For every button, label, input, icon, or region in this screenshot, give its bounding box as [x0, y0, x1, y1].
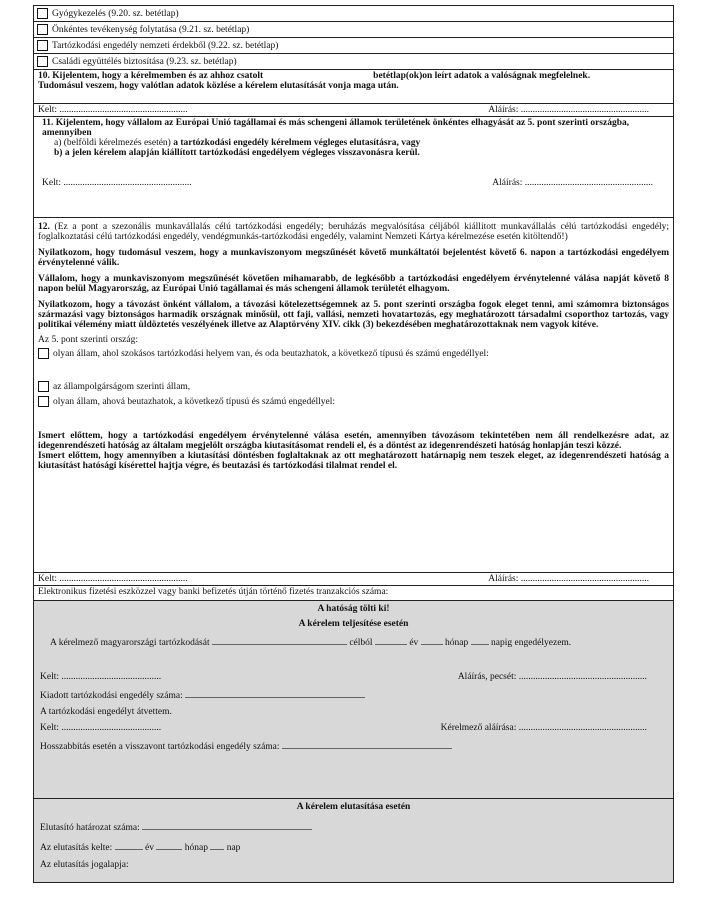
- section-10-signature: [33, 103, 674, 116]
- checkbox[interactable]: [38, 396, 49, 407]
- section-10: 10. Kijelentem, hogy a kérelmemben és az ahhoz csatolt betétlap(ok)on leírt adatok a valóságnak megfelelnek. Tudomásul veszem, hogy valótlan adatok közlése a kérelem elutasítását vonja maga után.: [33, 69, 674, 103]
- checkbox[interactable]: [37, 8, 48, 19]
- date-field[interactable]: Kelt: ......................................................: [38, 574, 188, 584]
- date-field[interactable]: Kelt: ..........................................: [40, 723, 162, 733]
- checkbox[interactable]: [37, 40, 48, 51]
- form-page: [33, 5, 674, 883]
- issued-number-field[interactable]: [185, 688, 365, 698]
- checkbox-row[interactable]: Önkéntes tevékenység folytatása (9.21. sz. betétlap): [33, 21, 674, 37]
- authority-section: A hatóság tölti ki! A kérelem teljesítése esetén A kérelmező magyarországi tartózkodását célból év hónap napig engedélyezem. Kelt: .......................................... Aláírás, pecsét: ...................................................... Kiadott tartózkodási engedély száma: A tartózkodási engedélyt átvettem. Kelt: .......................................... Kérelmező aláírása: ...................................................... Hosszabbítás esetén a visszavont tartózkodási engedély száma:: [33, 600, 674, 798]
- rejection-section: A kérelem elutasítása esetén Elutasító határozat száma: Az elutasítás kelte: év hónap nap Az elutasítás jogalapja:: [33, 798, 674, 883]
- checkbox[interactable]: [38, 381, 49, 392]
- date-field[interactable]: Kelt: ......................................................: [38, 105, 188, 115]
- checkbox[interactable]: [37, 56, 48, 67]
- signature-stamp-field[interactable]: Aláírás, pecsét: ......................................................: [457, 672, 647, 682]
- signature-field[interactable]: Aláírás: ......................................................: [488, 105, 649, 115]
- section-11: 11. Kijelentem, hogy vállalom az Európai Unió tagállamai és más schengeni államok területének önkéntes elhagyását az 5. pont szerinti országba, amennyiben a) (belföldi kérelmezés esetén) a tartózkodási engedély kérelmem végleges elutasításra, vagy b) a jelen kérelem alapján kiállított tartózkodási engedélyem végleges visszavonásra kerül. Kelt: ...................................................... Aláírás: ......................................................: [33, 116, 674, 217]
- checkbox[interactable]: [38, 348, 49, 359]
- checkbox-row[interactable]: Tartózkodási engedély nemzeti érdekből (9.22. sz. betétlap): [33, 37, 674, 53]
- checkbox-row[interactable]: Családi együttélés biztosítása (9.23. sz. betétlap): [33, 53, 674, 69]
- signature-field[interactable]: Aláírás: ......................................................: [488, 574, 649, 584]
- rejection-number-field[interactable]: [142, 820, 312, 830]
- signature-field[interactable]: Aláírás: ......................................................: [492, 178, 653, 188]
- checkbox[interactable]: [37, 24, 48, 35]
- payment-transaction-field[interactable]: Elektronikus fizetési eszközzel vagy banki befizetés útján történő fizetés tranzakciós száma:: [33, 585, 674, 600]
- country-option-2[interactable]: az állampolgárságom szerinti állam,: [38, 381, 669, 392]
- applicant-signature-field[interactable]: Kérelmező aláírása: ......................................................: [440, 723, 647, 733]
- country-option-3[interactable]: olyan állam, ahová beutazhatok, a következő típusú és számú engedéllyel:: [38, 396, 669, 407]
- section-12-signature: [33, 572, 674, 585]
- section-12: 12. (Ez a pont a szezonális munkavállalás célú tartózkodási engedély; beruházás megvalósítása céljából kiállított munkavállalás célú tartózkodási engedély; foglalkoztatási célú tartózkodási engedély, vendégmunkás-tartózkodási engedély, valamint Nemzeti Kártya kérelmezése esetén kitöltendő!) Nyilatkozom, hogy tudomásul veszem, hogy a munkaviszonyom megszűnését követő munkáltatói bejelentést követő 6. napon a tartózkodási engedélyem érvénytelenné válik. Vállalom, hogy a munkaviszonyom megszűnését követően mihamarabb, de legkésőbb a tartózkodási engedélyem érvénytelenné válása napját követő 8 napon belül Magyarország, az Európai Unió tagállamai és más schengeni államok területét elhagyom. Nyilatkozom, hogy a távozást önként vállalom, a távozási kötelezettségemnek az 5. pont szerinti országba fogok eleget tenni, ami számomra biztonságos származási vagy biztonságos harmadik országnak minősül, ott faji, vallási, nemzeti hovatartozás, egy meghatározott társadalmi csoporthoz tartozás, vagy politikai vélemény miatt üldöztetés veszélyének illetve az Alaptörvény XIV. cikk (3) bekezdésében meghatározottaknak nem vagyok kitéve. Az 5. pont szerinti ország: olyan állam, ahol szokásos tartózkodási helyem van, és oda beutazhatok, a következő típusú és számú engedéllyel: az állampolgárságom szerinti állam, olyan állam, ahová beutazhatok, a következő típusú és számú engedéllyel: Ismert előttem, hogy a tartózkodási engedélyem érvénytelenné válása esetén, amennyiben távozásom tekintetében nem áll rendelkezésre adat, az idegenrendészeti hatóság az általam megjelölt országba kiutasításomat rendeli el, és a döntést az idegenrendészeti hatóság honlapján teszi közzé. Ismert előttem, hogy amennyiben a kiutasítási döntésben foglaltaknak az ott meghatározott határnapig nem teszek eleget, az idegenrendészeti hatóság a kiutasítást hatósági kísérettel hajtja végre, és beutazási és tartózkodási tilalmat rendel el.: [33, 217, 674, 572]
- date-field[interactable]: Kelt: ..........................................: [40, 672, 162, 682]
- country-option-1[interactable]: olyan állam, ahol szokásos tartózkodási helyem van, és oda beutazhatok, a következő típusú és számú engedéllyel:: [38, 348, 669, 359]
- extension-number-field[interactable]: [282, 739, 452, 749]
- checkbox-row[interactable]: Gyógykezelés (9.20. sz. betétlap): [33, 5, 674, 21]
- date-field[interactable]: Kelt: ......................................................: [42, 178, 192, 188]
